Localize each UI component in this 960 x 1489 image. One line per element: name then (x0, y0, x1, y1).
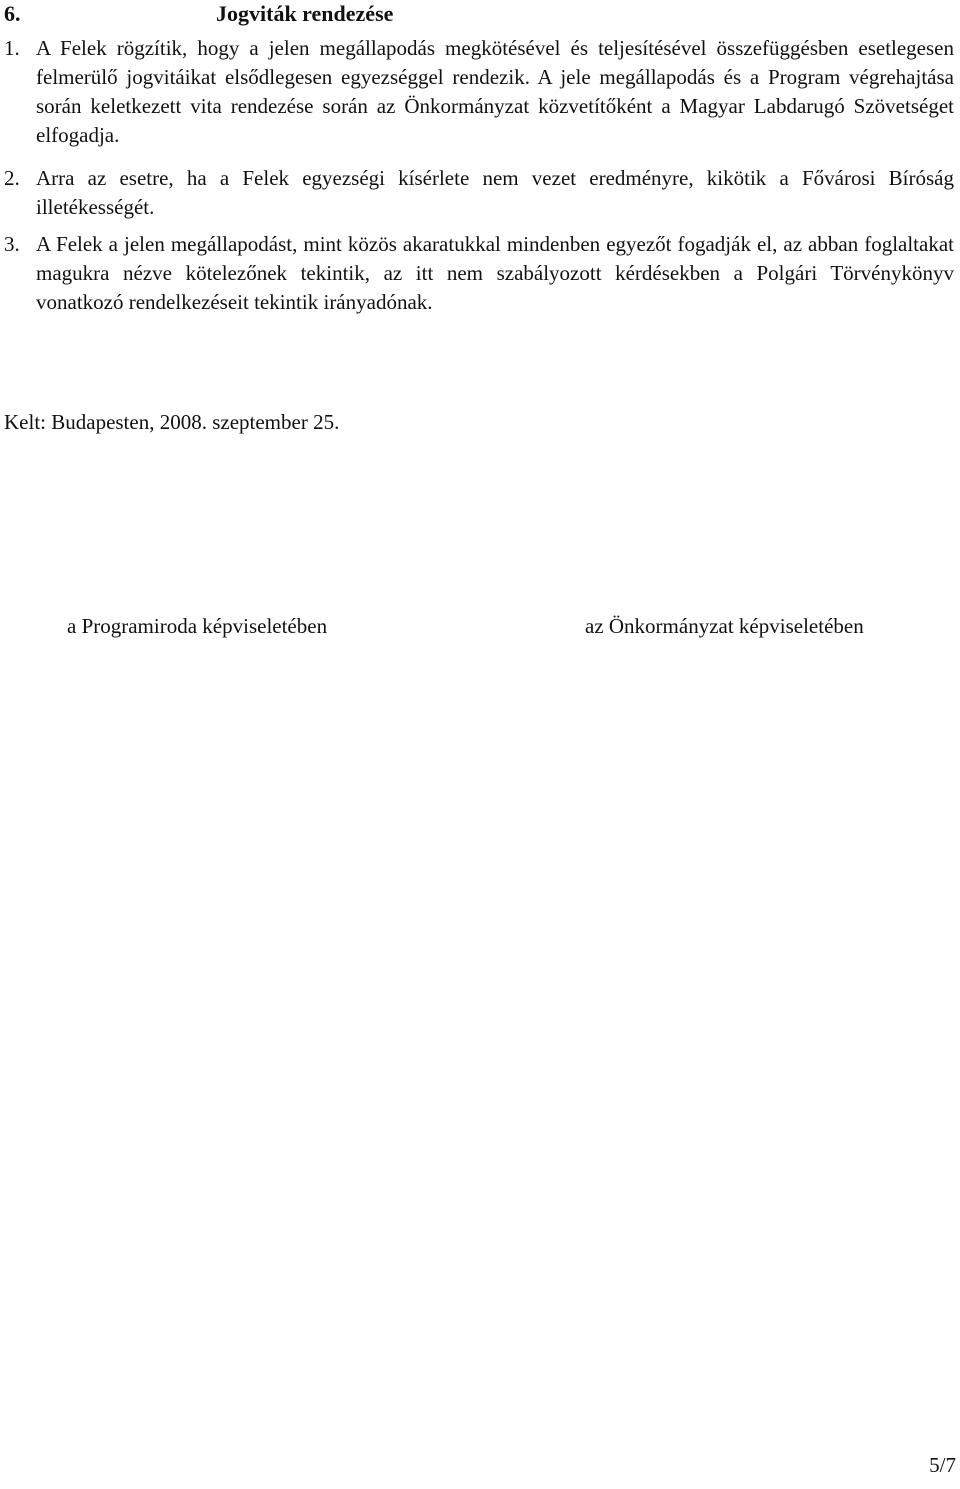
signature-programiroda: a Programiroda képviseletében (67, 614, 328, 638)
section-number: 6. (4, 1, 21, 26)
paragraph-2-number: 2. (4, 166, 20, 190)
section-title: Jogviták rendezése (216, 1, 394, 26)
paragraph-2-text: Arra az esetre, ha a Felek egyezségi kísérlete nem vezet eredményre, kikötik a Fővárosi Bíróság illetékességét. (36, 166, 954, 219)
page-number: 5/7 (929, 1453, 956, 1477)
paragraph-3-number: 3. (4, 232, 20, 256)
paragraph-3-text: A Felek a jelen megállapodást, mint közös akaratukkal mindenben egyezőt fogadják el, az abban foglaltakat magukra nézve kötelezőnek tekintik, az itt nem szabályozott kérdésekben a Polgári Törvénykönyv vonatkozó rendelkezéseit tekintik irányadónak. (36, 232, 954, 314)
paragraph-1-text: A Felek rögzítik, hogy a jelen megállapodás megkötésével és teljesítésével összefüggésben esetlegesen felmerülő jogvitáikat elsődlegesen egyezséggel rendezik. A jele megállapodás és a Program végrehajtása során keletkezett vita rendezése során az Önkormányzat közvetítőként a Magyar Labdarugó Szövetséget elfogadja. (36, 36, 954, 147)
paragraph-3 (4, 230, 954, 317)
paragraph-1 (4, 34, 954, 150)
paragraph-1-number: 1. (4, 36, 20, 60)
paragraph-2 (4, 164, 954, 222)
date-place-line: Kelt: Budapesten, 2008. szeptember 25. (4, 410, 340, 434)
signature-onkormanyzat: az Önkormányzat képviseletében (585, 614, 864, 638)
